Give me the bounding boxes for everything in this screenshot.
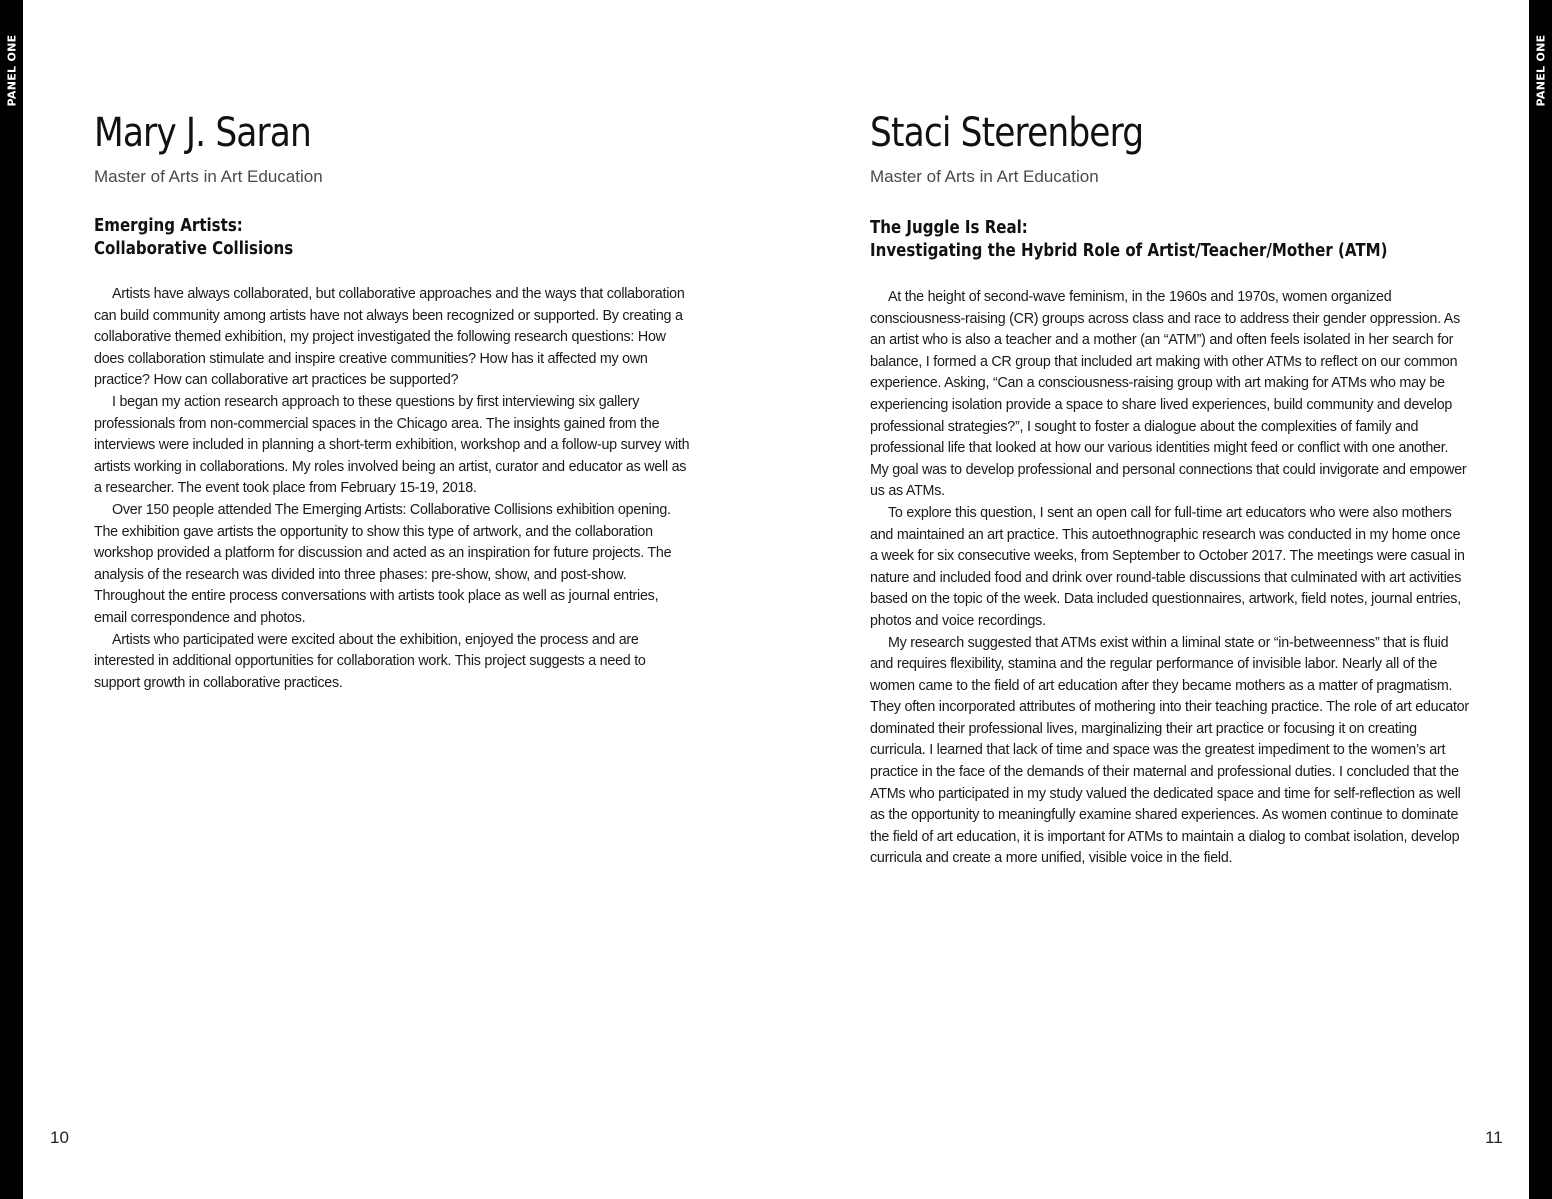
left-side-band: [0, 0, 23, 1199]
abstract-paragraph: Artists who participated were excited about the exhibition, enjoyed the process and are interested in additional opportunities for collaboration work. This project suggests a need to support growth in collaborative practices.: [94, 631, 646, 691]
project-title: [94, 215, 293, 261]
degree-program: Master of Arts in Art Education: [94, 167, 323, 186]
project-title-line-1: Emerging Artists:: [94, 216, 243, 236]
author-name: Staci Sterenberg: [870, 110, 1144, 156]
abstract-paragraph: Artists have always collaborated, but collaborative approaches and the ways that collaboration can build community among artists have not always been recognized or supported. By creating a collaborative themed exhibition, my project investigated the following research questions: How does collaboration stimulate and inspire creative communities? How has it affected my own practice? How can collaborative art practices be supported?: [94, 286, 685, 389]
abstract-paragraph: To explore this question, I sent an open call for full-time art educators who were also mothers and maintained an art practice. This autoethnographic research was conducted in my home once a week for six consecutive weeks, from September to October 2017. The meetings were casual in nature and included food and drink over round-table discussions that culminated with art activities based on the topic of the week. Data included questionnaires, artwork, field notes, journal entries, photos and voice recordings.: [870, 504, 1465, 629]
abstract-body: [870, 287, 1470, 870]
abstract-paragraph: At the height of second-wave feminism, in the 1960s and 1970s, women organized consciousness-raising (CR) groups across class and race to address their gender oppression. As an artist who is also a teacher and a mother (an “ATM”) and often feels isolated in her search for balance, I formed a CR group that included art making with other ATMs to reflect on our common experience. Asking, “Can a consciousness-raising group with art making for ATMs who may be experiencing isolation provide a space to share lived experiences, build community and develop professional strategies?”, I sought to foster a dialogue about the complexities of family and professional life that looked at how our various identities might feed or conflict with one another. My goal was to develop professional and personal connections that could invigorate and empower us as ATMs.: [870, 289, 1467, 500]
project-title: [870, 217, 1387, 263]
degree-program: Master of Arts in Art Education: [870, 167, 1099, 186]
right-section-label-text: PANEL ONE: [1534, 34, 1547, 106]
abstract-body: [94, 284, 694, 694]
right-side-band: [1529, 0, 1552, 1199]
left-section-label: [0, 34, 23, 106]
project-title-line-2: Collaborative Collisions: [94, 239, 294, 259]
project-title-line-2: Investigating the Hybrid Role of Artist/Teacher/Mother (ATM): [870, 241, 1388, 261]
page-number-left: 10: [50, 1128, 69, 1147]
abstract-paragraph: I began my action research approach to these questions by first interviewing six gallery professionals from non-commercial spaces in the Chicago area. The insights gained from the interviews were included in planning a short-term exhibition, workshop and a follow-up survey with artists working in collaborations. My roles involved being an artist, curator and educator as well as a researcher. The event took place from February 15-19, 2018.: [94, 393, 690, 497]
abstract-paragraph: My research suggested that ATMs exist within a liminal state or “in-betweenness” that is fluid and requires flexibility, stamina and the regular performance of invisible labor. Nearly all of the women came to the field of art education after they became mothers as a matter of pragmatism. They often incorporated attributes of mothering into their teaching practice. The role of art educator dominated their professional lives, marginalizing their art practice or focusing it on creating curricula. I learned that lack of time and space was the greatest impediment to the women’s art practice in the face of the demands of their maternal and professional duties. I concluded that the ATMs who participated in my study valued the dedicated space and time for self-reflection as well as the opportunity to meaningfully examine shared experiences. As women continue to dominate the field of art education, it is important for ATMs to maintain a dialog to combat isolation, develop curricula and create a more unified, visible voice in the field.: [870, 634, 1469, 867]
right-section-label: [1529, 34, 1552, 106]
page-number-right: 11: [1485, 1128, 1503, 1147]
abstract-paragraph: Over 150 people attended The Emerging Artists: Collaborative Collisions exhibition opening. The exhibition gave artists the opportunity to show this type of artwork, and the collaboration workshop provided a platform for discussion and acted as an inspiration for future projects. The analysis of the research was divided into three phases: pre-show, show, and post-show. Throughout the entire process conversations with artists took place as well as journal entries, email correspondence and photos.: [94, 501, 672, 626]
left-section-label-text: PANEL ONE: [5, 34, 18, 106]
project-title-line-1: The Juggle Is Real:: [870, 218, 1028, 238]
author-name: Mary J. Saran: [94, 110, 311, 156]
